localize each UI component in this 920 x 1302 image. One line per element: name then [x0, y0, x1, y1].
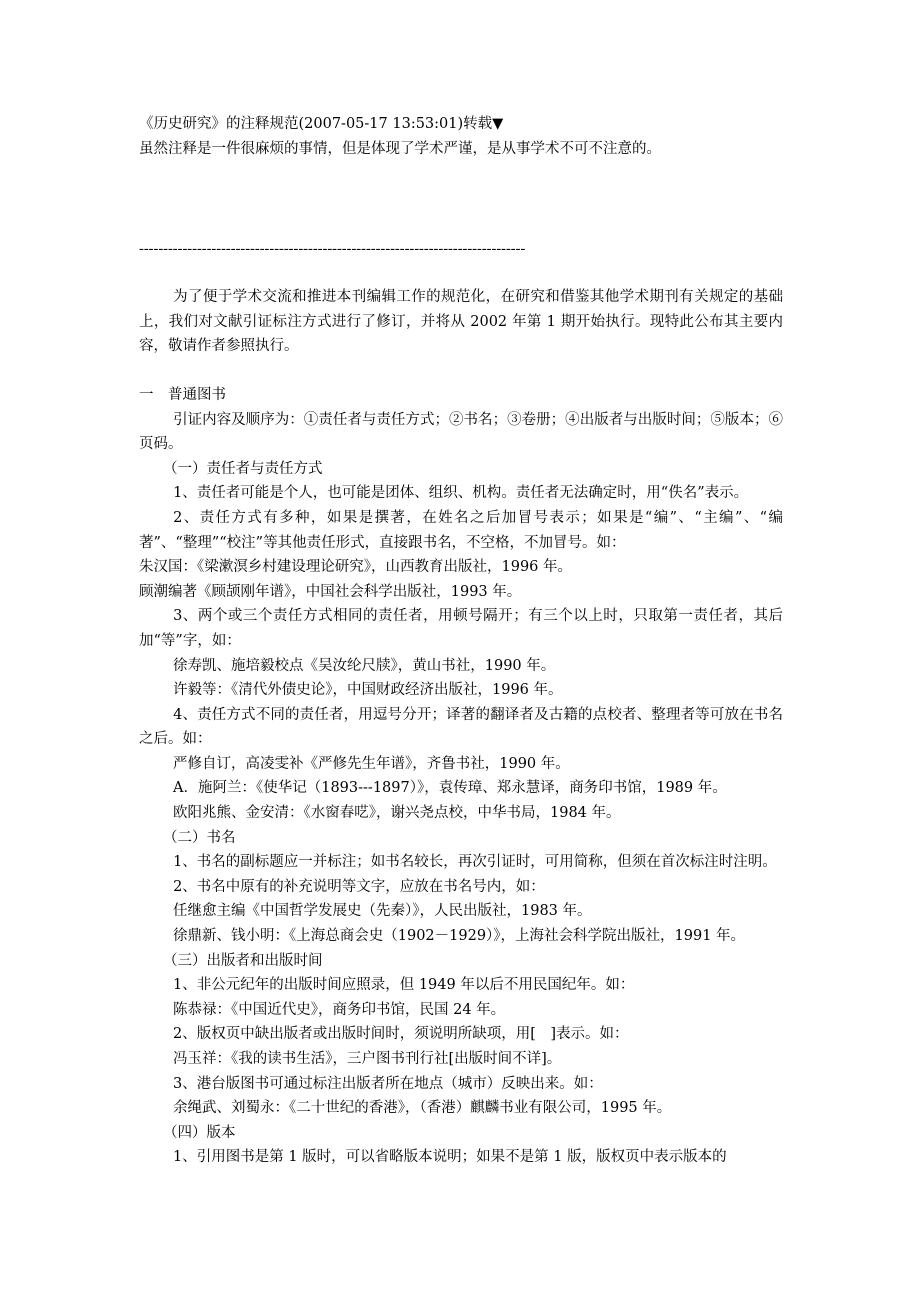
separator-line: --------------------------------------------------------------------------------: [139, 241, 526, 258]
example-citation: 任继愈主编《中国哲学发展史（先秦）》，人民出版社，1983 年。: [173, 903, 592, 920]
example-citation: 严修自订，高凌雯补《严修先生年谱》，齐鲁书社，1990 年。: [173, 755, 570, 772]
rule-paragraph: 3、两个或三个责任方式相同的责任者，用顿号隔开；有三个以上时，只取第一责任者，其后加“等”字，如：: [139, 608, 783, 649]
rule-line: 1、非公元纪年的出版时间应照录，但 1949 年以后不用民国纪年。如：: [173, 977, 635, 994]
subsection-heading-publisher: （三）出版者和出版时间: [163, 952, 323, 969]
example-citation: 徐寿凯、施培毅校点《吴汝纶尺牍》，黄山书社，1990 年。: [173, 657, 556, 674]
citation-order-paragraph: 引证内容及顺序为：①责任者与责任方式；②书名；③卷册；④出版者与出版时间；⑤版本；⑥页码。: [139, 411, 783, 453]
example-citation: 冯玉祥：《我的读书生活》，三户图书刊行社[出版时间不详]。: [173, 1051, 562, 1067]
rule-paragraph: 4、责任方式不同的责任者，用逗号分开；译著的翻译者及古籍的点校者、整理者等可放在书名之后。如：: [139, 706, 783, 748]
example-citation: 陈恭禄：《中国近代史》，商务印书馆，民国 24 年。: [173, 1001, 506, 1018]
section-heading-general-books: 一 普通图书: [139, 386, 226, 403]
example-citation: A．施阿兰：《使华记（1893---1897）》，袁传璋、郑永慧译，商务印书馆，1989 年。: [173, 780, 727, 797]
preface-paragraph: 为了便于学术交流和推进本刊编辑工作的规范化，在研究和借鉴其他学术期刊有关规定的基础上，我们对文献引证标注方式进行了修订，并将从 2002 年第 1 期开始执行。现特此公布其主要内容，敬请作者参照执行。: [139, 289, 783, 355]
rule-paragraph: 1、书名的副标题应一并标注；如书名较长，再次引证时，可用简称，但须在首次标注时注明。: [173, 854, 777, 871]
example-citation: 顾潮编著《顾颉刚年谱》，中国社会科学出版社，1993 年。: [139, 583, 522, 600]
document-page: [139, 112, 783, 1170]
rule-paragraph: 1、责任者可能是个人，也可能是团体、组织、机构。责任者无法确定时，用“佚名”表示。: [173, 485, 749, 502]
intro-comment: 虽然注释是一件很麻烦的事情，但是体现了学术严谨，是从事学术不可不注意的。: [139, 140, 661, 157]
rule-line: 3、港台版图书可通过标注出版者所在地点（城市）反映出来。如：: [173, 1075, 603, 1092]
example-citation: 朱汉国：《梁漱溟乡村建设理论研究》，山西教育出版社，1996 年。: [139, 559, 573, 576]
subsection-heading-edition: （四）版本: [163, 1124, 236, 1141]
example-citation: 许毅等：《清代外债史论》，中国财政经济出版社，1996 年。: [173, 682, 563, 699]
example-citation: 徐鼎新、钱小明：《上海总商会史（1902－1929）》，上海社会科学院出版社，1991 年。: [173, 928, 746, 945]
rule-paragraph: 2、责任方式有多种，如果是撰著，在姓名之后加冒号表示；如果是“编”、“主编”、“编著”、“整理”“校注”等其他责任形式，直接跟书名，不空格，不加冒号。如：: [139, 509, 783, 551]
rule-line: 2、版权页中缺出版者或出版时间时，须说明所缺项，用[ ]表示。如：: [173, 1026, 629, 1043]
article-title: 《历史研究》的注释规范(2007-05-17 13:53:01)转载▼: [139, 116, 504, 132]
rule-line: 1、引用图书是第 1 版时，可以省略版本说明；如果不是第 1 版，版权页中表示版本的: [173, 1149, 727, 1166]
rule-paragraph: 2、书名中原有的补充说明等文字，应放在书名号内，如：: [173, 878, 545, 895]
example-citation: 余绳武、刘蜀永：《二十世纪的香港》，（香港）麒麟书业有限公司，1995 年。: [173, 1100, 672, 1117]
example-citation: 欧阳兆熊、金安清：《水窗春呓》，谢兴尧点校，中华书局，1984 年。: [173, 805, 621, 822]
subsection-heading-title: （二）书名: [163, 829, 236, 846]
subsection-heading-responsibility: （一）责任者与责任方式: [163, 460, 323, 477]
